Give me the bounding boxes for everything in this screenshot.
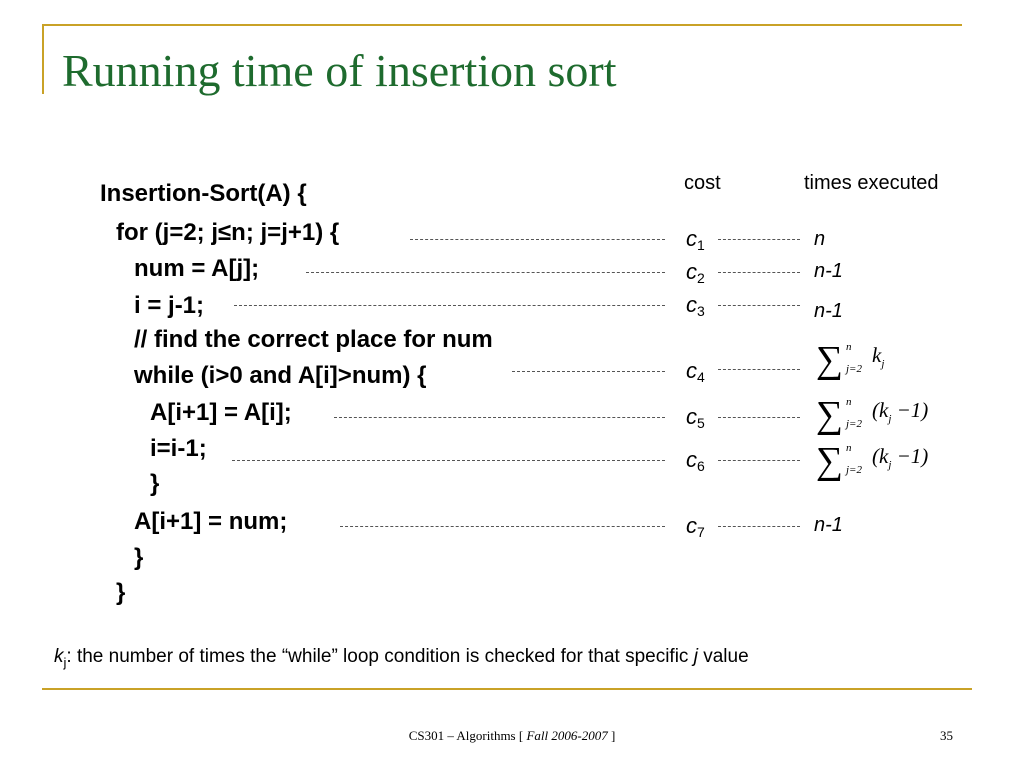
frame-bottom-rule bbox=[42, 688, 972, 690]
footer-term: Fall 2006-2007 bbox=[526, 728, 608, 743]
cost-c2 bbox=[686, 259, 705, 286]
cost-letter: c bbox=[686, 513, 697, 538]
code-line-3: num = A[j]; bbox=[134, 255, 260, 282]
note-k-sub: j bbox=[63, 654, 67, 670]
cost-index: 1 bbox=[697, 237, 705, 253]
footnote-kj bbox=[54, 646, 749, 670]
sigma-symbol: ∑ bbox=[816, 339, 844, 381]
sum-term: (k bbox=[872, 398, 889, 422]
sum-term-sub: j bbox=[888, 459, 892, 472]
cost-index: 7 bbox=[697, 524, 705, 540]
code-line-8: i=i-1; bbox=[150, 435, 207, 462]
frame-left-rule bbox=[42, 24, 44, 94]
leader-line bbox=[334, 417, 665, 418]
leader-line bbox=[718, 369, 800, 370]
cost-c6 bbox=[686, 447, 705, 474]
cost-index: 4 bbox=[697, 369, 705, 385]
times-c1: n bbox=[814, 228, 826, 250]
cost-c4 bbox=[686, 358, 705, 385]
cost-c1 bbox=[686, 226, 705, 253]
leader-line bbox=[410, 239, 665, 240]
note-text: : the number of times the “while” loop condition is checked for that specific bbox=[66, 646, 694, 667]
cost-c7 bbox=[686, 513, 705, 540]
leader-line bbox=[718, 526, 800, 527]
code-line-7: A[i+1] = A[i]; bbox=[150, 399, 292, 426]
slide-title: Running time of insertion sort bbox=[62, 45, 617, 96]
leader-line bbox=[718, 417, 800, 418]
footer-course: CS301 – Algorithms [ bbox=[408, 728, 527, 743]
sum-upper-limit: n bbox=[846, 442, 852, 454]
code-line-12: } bbox=[116, 579, 126, 606]
sum-term-sub: j bbox=[888, 413, 892, 426]
leader-line bbox=[232, 460, 665, 461]
sum-lower-limit: j=2 bbox=[846, 363, 862, 375]
sum-c6 bbox=[816, 442, 966, 486]
leader-line bbox=[718, 239, 800, 240]
cost-letter: c bbox=[686, 358, 697, 383]
code-line-11: } bbox=[134, 544, 144, 571]
frame-top-rule bbox=[42, 24, 962, 26]
sum-c4 bbox=[816, 341, 936, 385]
cost-c3 bbox=[686, 292, 705, 319]
cost-index: 3 bbox=[697, 303, 705, 319]
note-k-letter: k bbox=[54, 646, 64, 667]
leader-line bbox=[718, 460, 800, 461]
sigma-symbol: ∑ bbox=[816, 440, 844, 482]
times-c7: n-1 bbox=[814, 514, 843, 536]
cost-c5 bbox=[686, 404, 705, 431]
cost-letter: c bbox=[686, 226, 697, 251]
code-line-2: for (j=2; j≤n; j=j+1) { bbox=[116, 219, 340, 246]
sum-c5 bbox=[816, 396, 966, 440]
sum-body bbox=[872, 343, 884, 370]
code-line-6: while (i>0 and A[i]>num) { bbox=[134, 362, 427, 389]
code-line-10: A[i+1] = num; bbox=[134, 508, 288, 535]
sum-lower-limit: j=2 bbox=[846, 464, 862, 476]
leader-line bbox=[234, 305, 665, 306]
note-j: j bbox=[693, 646, 698, 667]
note-k bbox=[54, 646, 67, 670]
note-text-end: value bbox=[697, 646, 749, 667]
sum-term: (k bbox=[872, 444, 889, 468]
cost-letter: c bbox=[686, 259, 697, 284]
leader-line bbox=[512, 371, 665, 372]
sum-upper-limit: n bbox=[846, 396, 852, 408]
sum-body bbox=[872, 444, 928, 471]
cost-header: cost bbox=[684, 172, 721, 194]
sum-term-tail: −1) bbox=[891, 444, 929, 468]
footer-close: ] bbox=[607, 728, 616, 743]
sum-term-sub: j bbox=[881, 358, 885, 371]
leader-line bbox=[306, 272, 665, 273]
cost-letter: c bbox=[686, 447, 697, 472]
times-executed-header: times executed bbox=[804, 172, 939, 194]
leader-line bbox=[718, 272, 800, 273]
cost-letter: c bbox=[686, 292, 697, 317]
code-line-9: } bbox=[150, 470, 160, 497]
cost-index: 2 bbox=[697, 270, 705, 286]
cost-letter: c bbox=[686, 404, 697, 429]
sum-term-tail: −1) bbox=[891, 398, 929, 422]
leader-line bbox=[718, 305, 800, 306]
code-line-5: // find the correct place for num bbox=[134, 326, 493, 353]
sigma-symbol: ∑ bbox=[816, 394, 844, 436]
page-number: 35 bbox=[940, 728, 953, 743]
leader-line bbox=[340, 526, 665, 527]
sum-term: k bbox=[872, 343, 882, 367]
code-line-4: i = j-1; bbox=[134, 292, 205, 319]
times-c3: n-1 bbox=[814, 300, 843, 322]
sum-body bbox=[872, 398, 928, 425]
sum-lower-limit: j=2 bbox=[846, 418, 862, 430]
cost-index: 5 bbox=[697, 415, 705, 431]
slide-footer bbox=[0, 728, 1024, 744]
cost-index: 6 bbox=[697, 458, 705, 474]
code-line-1: Insertion-Sort(A) { bbox=[100, 180, 307, 207]
sum-upper-limit: n bbox=[846, 341, 852, 353]
times-c2: n-1 bbox=[814, 260, 843, 282]
